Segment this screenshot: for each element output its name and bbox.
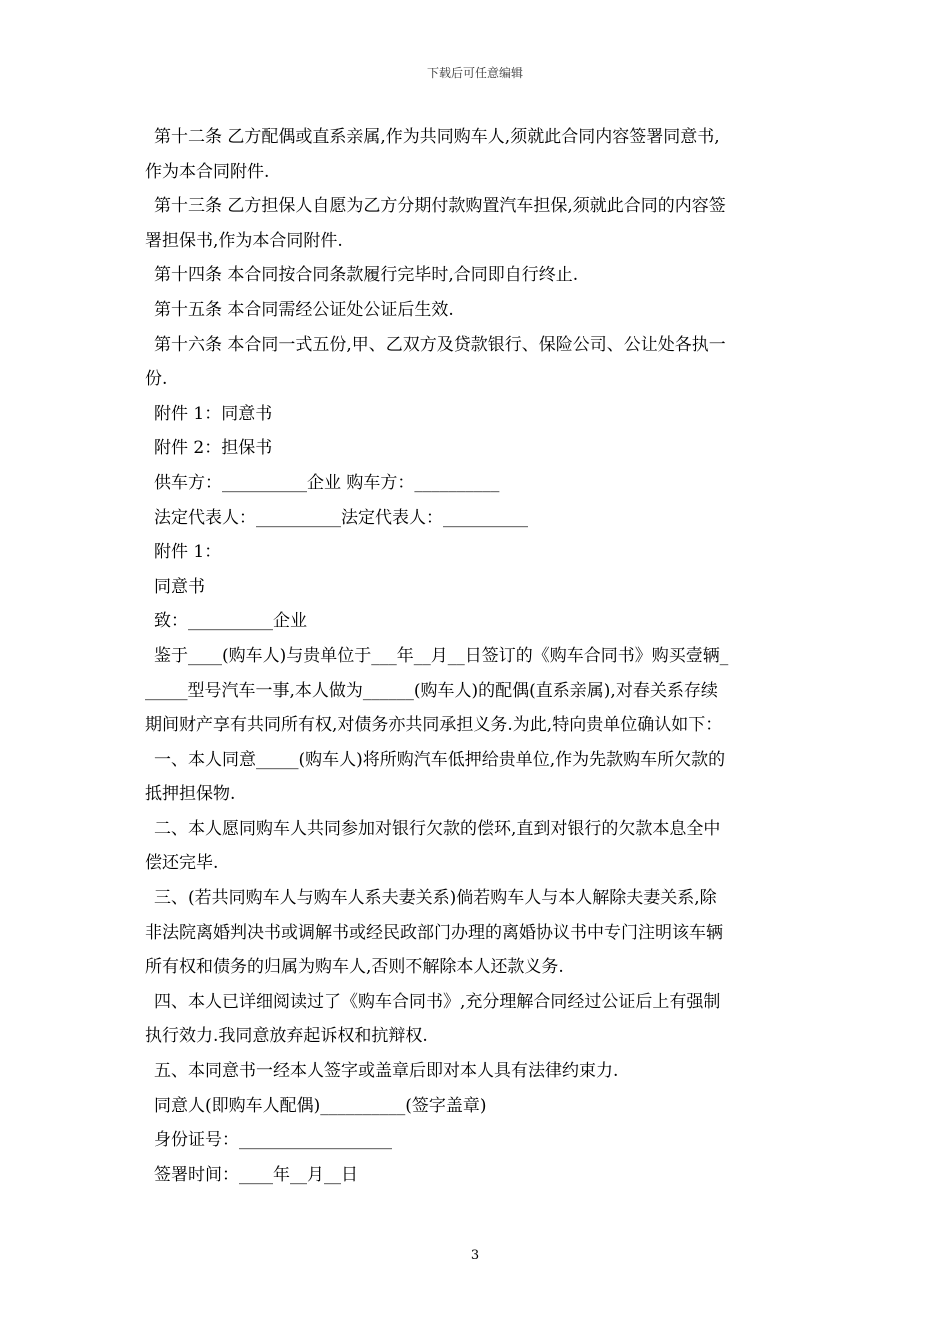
consent-intro-line-1: 鉴于____(购车人)与贵单位于___年__月__日签订的《购车合同书》购买壹辆_ — [154, 645, 729, 666]
article-13-line-1: 第十三条 乙方担保人自愿为乙方分期付款购置汽车担保,须就此合同的内容签 — [154, 196, 726, 217]
attachment-1-heading: 附件 1： — [154, 542, 222, 563]
article-14: 第十四条 本合同按合同条款履行完毕时,合同即自行终止. — [154, 265, 579, 286]
attachment-1-label: 附件 1：同意书 — [154, 403, 273, 424]
clause-1-line-2: 抵押担保物. — [145, 784, 236, 805]
supplier-buyer-line: 供车方：__________企业 购车方：__________ — [154, 472, 500, 493]
consent-title: 同意书 — [154, 576, 205, 597]
id-number-line: 身份证号：__________________ — [154, 1130, 392, 1151]
page-header: 下载后可任意编辑 — [426, 66, 523, 80]
article-16-line-1: 第十六条 本合同一式五份,甲、乙双方及贷款银行、保险公司、公让处各执一 — [154, 334, 726, 355]
clause-3-line-1: 三、(若共同购车人与购车人系夫妻关系)倘若购车人与本人解除夫妻关系,除 — [154, 888, 717, 909]
article-16-line-2: 份. — [145, 369, 168, 390]
addressee-line: 致：__________企业 — [154, 611, 307, 632]
document-body — [145, 120, 815, 1192]
page-number: 3 — [470, 1248, 480, 1263]
legal-representative-line: 法定代表人：__________法定代表人：__________ — [154, 507, 528, 528]
signing-date-line: 签署时间：____年__月__日 — [154, 1164, 358, 1185]
consent-intro-line-2: _____型号汽车一事,本人做为______(购车人)的配偶(直系亲属),对春关系存续 — [145, 680, 718, 701]
clause-5: 五、本同意书一经本人签字或盖章后即对本人具有法律约束力. — [154, 1061, 619, 1082]
consenter-signature-line: 同意人(即购车人配偶)__________(签字盖章) — [154, 1095, 487, 1116]
article-12-line-1: 第十二条 乙方配偶或直系亲属,作为共同购车人,须就此合同内容签署同意书, — [154, 127, 720, 147]
clause-4-line-1: 四、本人已详细阅读过了《购车合同书》,充分理解合同经过公证后上有强制 — [154, 991, 721, 1012]
attachment-2-label: 附件 2：担保书 — [154, 438, 273, 459]
consent-intro-line-3: 期间财产享有共同所有权,对债务亦共同承担义务.为此,特向贵单位确认如下： — [145, 715, 723, 736]
clause-2-line-2: 偿还完毕. — [145, 853, 219, 874]
article-13-line-2: 署担保书,作为本合同附件. — [145, 230, 343, 251]
clause-4-line-2: 执行效力.我同意放弃起诉权和抗辩权. — [145, 1026, 428, 1047]
clause-3-line-3: 所有权和债务的归属为购车人,否则不解除本人还款义务. — [145, 957, 564, 978]
clause-3-line-2: 非法院离婚判决书或调解书或经民政部门办理的离婚协议书中专门注明该车辆 — [145, 922, 723, 943]
article-12-line-2: 作为本合同附件. — [145, 161, 270, 182]
clause-1-line-1: 一、本人同意_____(购车人)将所购汽车低押给贵单位,作为先款购车所欠款的 — [154, 749, 726, 770]
article-15: 第十五条 本合同需经公证处公证后生效. — [154, 299, 454, 320]
clause-2-line-1: 二、本人愿同购车人共同参加对银行欠款的偿环,直到对银行的欠款本息全中 — [154, 818, 721, 839]
